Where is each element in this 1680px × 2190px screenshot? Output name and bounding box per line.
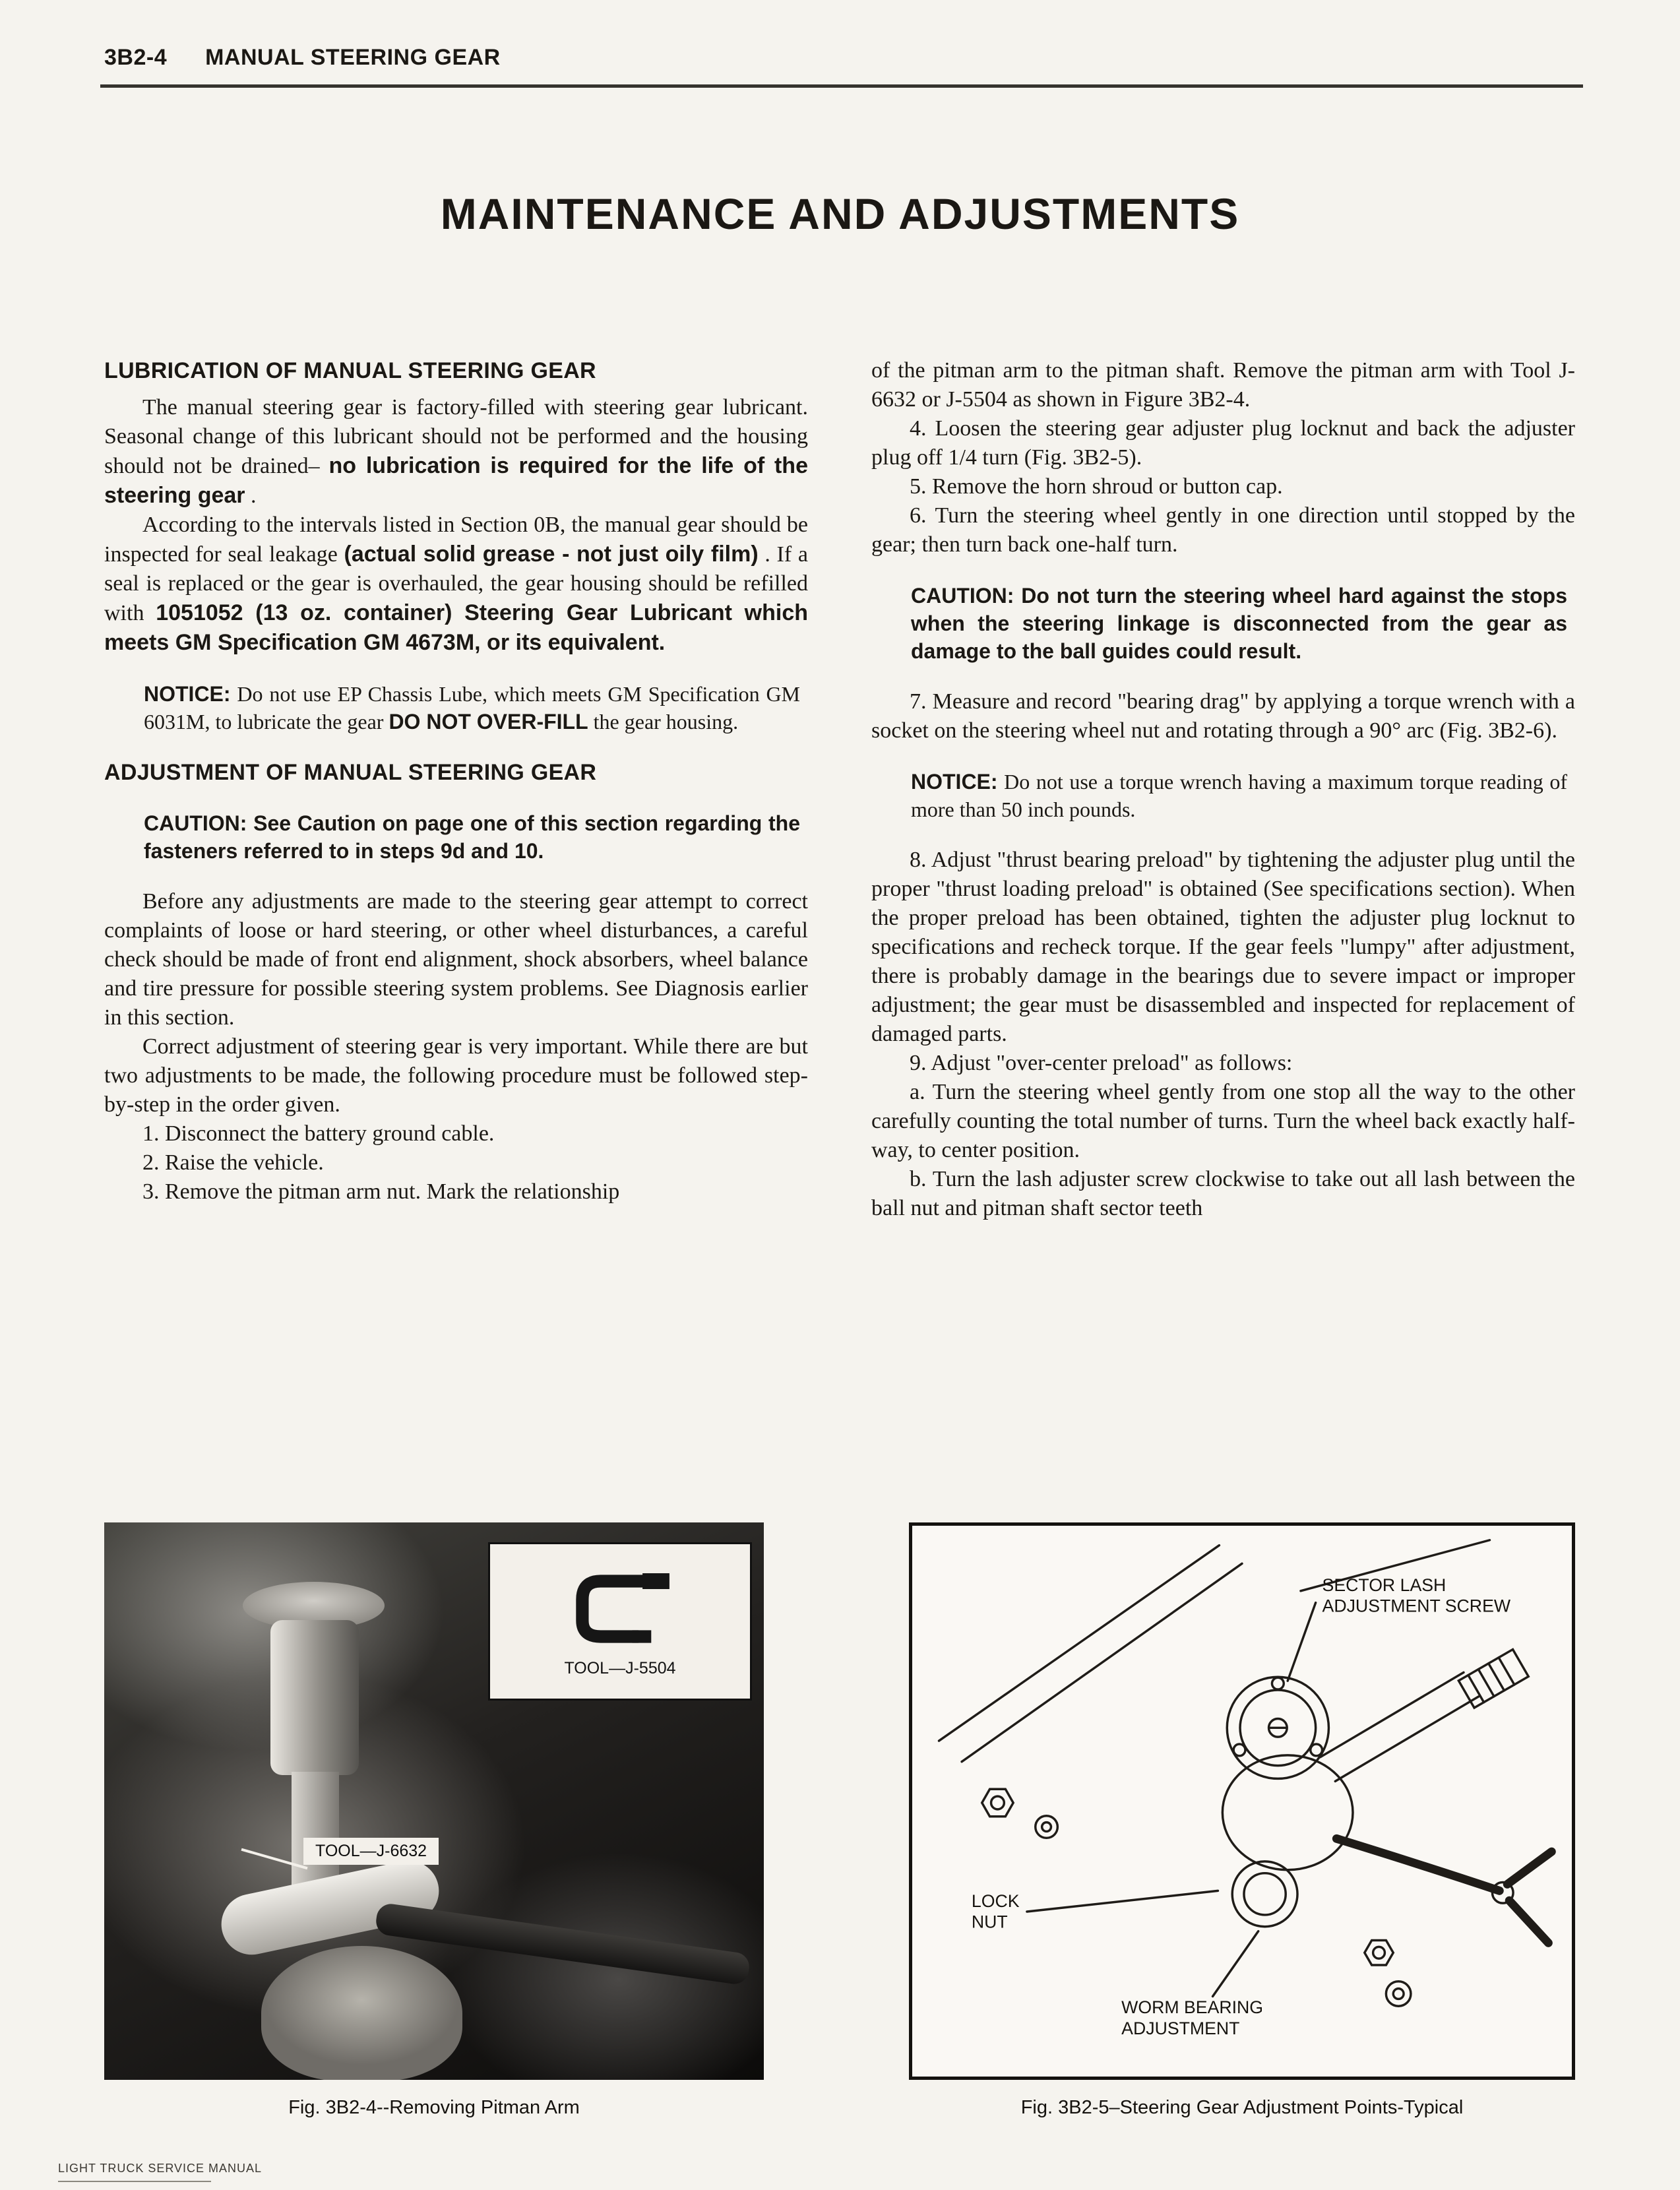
figure1-caption: Fig. 3B2-4--Removing Pitman Arm — [288, 2097, 580, 2118]
paragraph — [871, 356, 1575, 414]
paragraph — [104, 1032, 808, 1119]
figure2-caption: Fig. 3B2-5–Steering Gear Adjustment Points-Typical — [1020, 2097, 1464, 2118]
text-run: 4. Loosen the steering gear adjuster plug locknut and back the adjuster plug off 1/4 turn (Fig. 3B2-5). — [871, 416, 1575, 470]
label-worm-bearing-line2: ADJUSTMENT — [1121, 2018, 1240, 2038]
steering-gear-diagram-drawing — [912, 1526, 1572, 2077]
text-run: 6. Turn the steering wheel gently in one direction until stopped by the gear; then turn back one-half turn. — [871, 503, 1575, 557]
text-run: 2. Raise the vehicle. — [142, 1150, 324, 1175]
header-rule — [100, 84, 1583, 88]
c-clamp-tool-icon — [546, 1565, 695, 1652]
text-run: Before any adjustments are made to the steering gear attempt to correct complaints of loose or hard steering, or other wheel disturbances, a careful check should be made of front end alignment, shock absorbers, wheel balance and tire pressure for possible steering system problems. See Diagnosis earlier in this section. — [104, 889, 808, 1030]
section-code: 3B2-4 — [104, 45, 168, 70]
figure-adjustment-points — [909, 1522, 1575, 2119]
procedure-step — [104, 1177, 808, 1206]
label-lock-nut-line2: NUT — [971, 1912, 1008, 1932]
procedure-step — [871, 1078, 1575, 1165]
notice-block — [144, 680, 800, 735]
text-run: CAUTION: See Caution on page one of this section regarding the fasteners referred to in steps 9d and 10. — [144, 811, 800, 863]
caution-block — [911, 582, 1567, 665]
text-run: NOTICE: — [144, 682, 231, 706]
procedure-step — [871, 472, 1575, 501]
text-columns — [104, 356, 1575, 1223]
text-run: no lubrication is required for the life of the steering gear — [104, 453, 808, 508]
right-column — [871, 356, 1575, 1223]
paragraph — [104, 511, 808, 658]
heading-lubrication: LUBRICATION OF MANUAL STEERING GEAR — [104, 358, 596, 383]
label-lock-nut-line1: LOCK — [971, 1891, 1020, 1912]
procedure-step — [871, 846, 1575, 1049]
text-run: The manual steering gear is factory-filled with steering gear lubricant. Seasonal change of this lubricant should not be performed and the housing should not be drained– — [104, 395, 808, 478]
text-run: Do not use EP Chassis Lube, which meets GM Specification GM 6031M, to lubricate the gear — [144, 682, 800, 734]
text-run: 8. Adjust "thrust bearing preload" by tightening the adjuster plug until the proper "thrust loading preload" is obtained (See specifications section). When the proper preload has been obtained, tighten the adjuster plug locknut to specifications and recheck torque. If the gear feels "lumpy" after adjustment, there is probably damage in the bearings due to severe impact or improper adjustment; the gear must be disassembled and inspected for replacement of damaged parts. — [871, 848, 1575, 1046]
text-run: 7. Measure and record "bearing drag" by applying a torque wrench with a socket on the steering wheel nut and rotating through a 90° arc (Fig. 3B2-6). — [871, 689, 1575, 743]
label-sector-lash-line2: ADJUSTMENT SCREW — [1322, 1596, 1511, 1616]
caution-block — [144, 809, 800, 865]
text-run: of the pitman arm to the pitman shaft. Remove the pitman arm with Tool J-6632 or J-5504 as shown in Figure 3B2-4. — [871, 358, 1575, 412]
photo-puller-body-shape — [270, 1620, 359, 1775]
text-run: 3. Remove the pitman arm nut. Mark the relationship — [142, 1179, 620, 1204]
text-run: NOTICE: — [911, 770, 998, 794]
tool-inset-box — [488, 1542, 752, 1701]
label-sector-lash-line1: SECTOR LASH — [1322, 1575, 1447, 1595]
steering-gear-diagram — [909, 1522, 1575, 2080]
section-title: MANUAL STEERING GEAR — [205, 45, 501, 70]
figures-row — [104, 1522, 1575, 2119]
paragraph — [104, 393, 808, 511]
text-run: DO NOT OVER-FILL — [389, 710, 588, 734]
procedure-step — [871, 687, 1575, 745]
text-run: . — [245, 484, 257, 508]
left-column — [104, 356, 808, 1223]
text-run: a. Turn the steering wheel gently from one stop all the way to the other carefully counting the total number of turns. Turn the wheel back exactly half-way, to center position. — [871, 1080, 1575, 1162]
procedure-step — [871, 1165, 1575, 1223]
procedure-step — [871, 501, 1575, 559]
tool-label-j5504: TOOL—J-5504 — [564, 1658, 676, 1677]
footer-text: LIGHT TRUCK SERVICE MANUAL — [58, 2162, 263, 2175]
pitman-arm-photo — [104, 1522, 764, 2080]
heading-adjustment: ADJUSTMENT OF MANUAL STEERING GEAR — [104, 760, 597, 785]
text-run: CAUTION: Do not turn the steering wheel hard against the stops when the steering linkage is disconnected from the gear as damage to the ball guides could result. — [911, 584, 1567, 663]
label-worm-bearing-line1: WORM BEARING — [1121, 1997, 1264, 2018]
procedure-step — [871, 1049, 1575, 1078]
photo-puller-screw-shape — [292, 1772, 339, 1887]
text-run: 1051052 (13 oz. container) Steering Gear Lubricant which meets GM Specification GM 4673M, or its equivalent. — [104, 600, 808, 655]
procedure-step — [104, 1119, 808, 1148]
text-run: Do not use a torque wrench having a maximum torque reading of more than 50 inch pounds. — [911, 770, 1567, 821]
tool-label-j6632: TOOL—J-6632 — [303, 1838, 439, 1865]
text-run: 1. Disconnect the battery ground cable. — [142, 1121, 495, 1146]
text-run: the gear housing. — [588, 710, 739, 734]
text-run: 5. Remove the horn shroud or button cap. — [910, 474, 1283, 499]
notice-block — [911, 768, 1567, 823]
paragraph — [104, 887, 808, 1032]
page-title: MAINTENANCE AND ADJUSTMENTS — [440, 189, 1240, 238]
page-header — [104, 45, 501, 71]
text-run: Correct adjustment of steering gear is very important. While there are but two adjustments to be made, the following procedure must be followed step-by-step in the order given. — [104, 1034, 808, 1117]
text-run: . If a seal is replaced or the gear is overhauled, the gear housing should be refilled with — [104, 542, 808, 625]
photo-hand-shape — [261, 1946, 462, 2080]
text-run: 9. Adjust "over-center preload" as follows: — [910, 1051, 1293, 1075]
procedure-step — [104, 1148, 808, 1177]
footer-rule — [58, 2181, 211, 2182]
text-run: According to the intervals listed in Section 0B, the manual gear should be inspected for seal leakage — [104, 513, 808, 567]
figure-removing-pitman-arm — [104, 1522, 764, 2119]
text-run: b. Turn the lash adjuster screw clockwise to take out all lash between the ball nut and pitman shaft sector teeth — [871, 1167, 1575, 1220]
procedure-step — [871, 414, 1575, 472]
text-run: (actual solid grease - not just oily film) — [344, 542, 759, 567]
